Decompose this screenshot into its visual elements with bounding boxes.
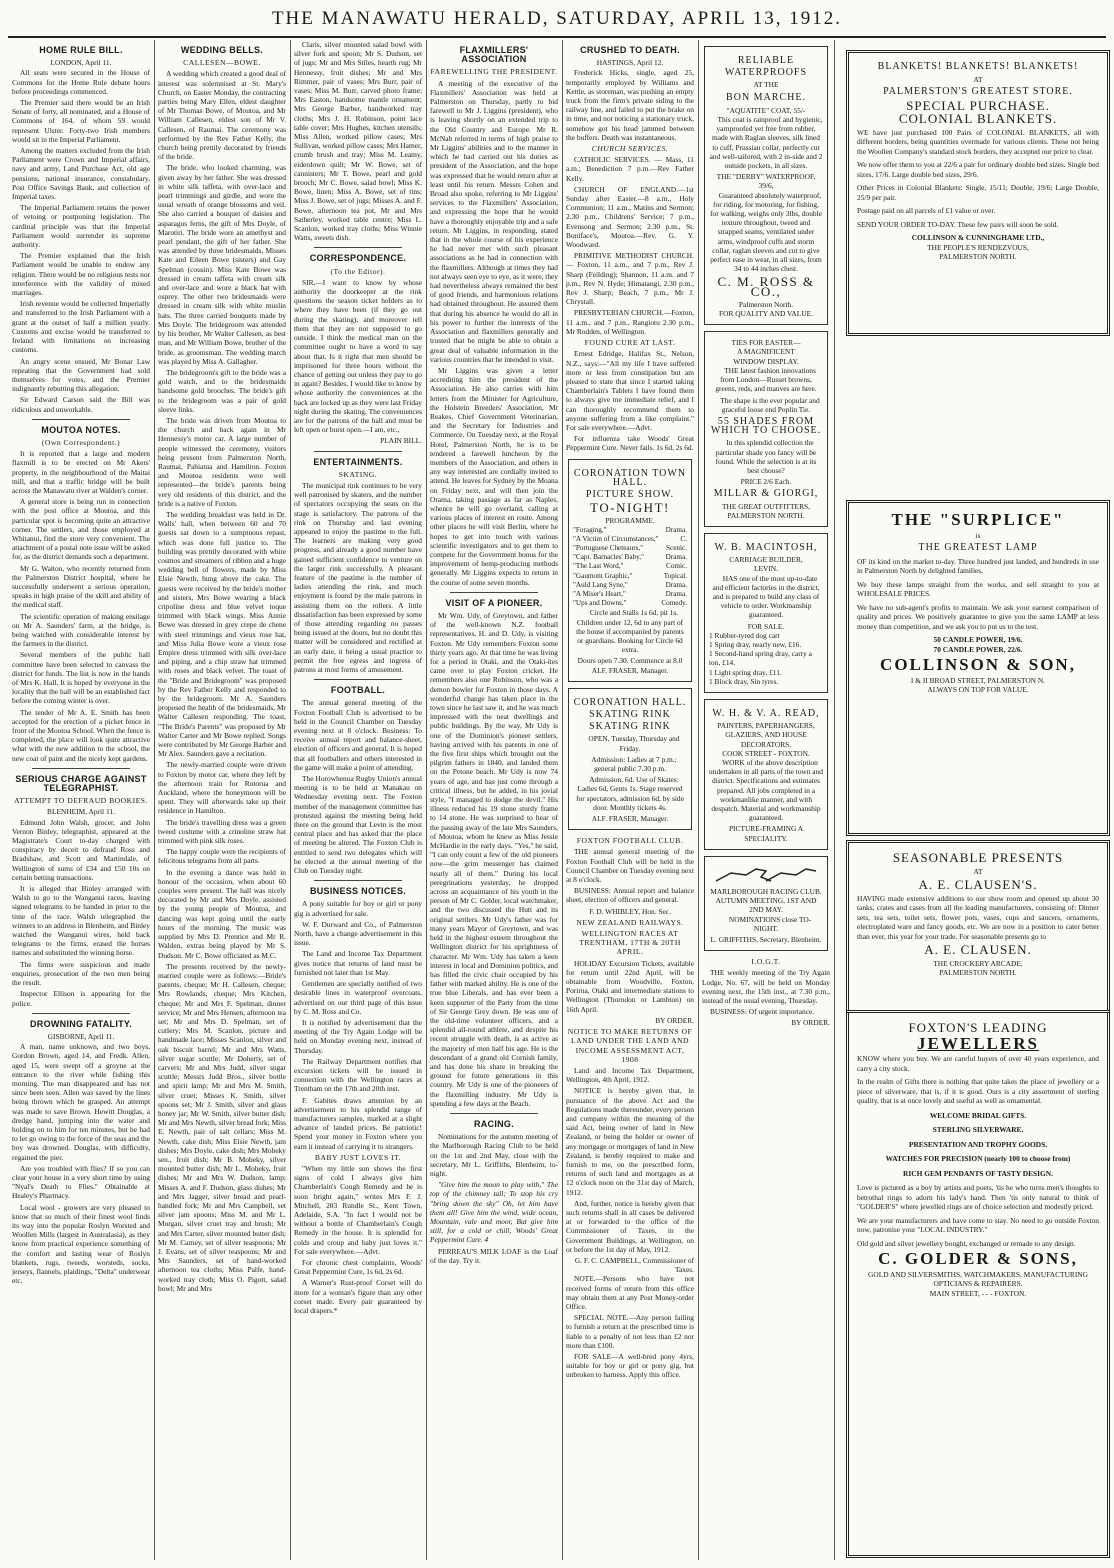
headline-business-notices: BUSINESS NOTICES. — [309, 886, 407, 897]
ad-subtitle: PICTURE-FRAMING A SPECIALITY. — [728, 824, 804, 843]
paragraph: The bride was driven from Moutoa to the church and back again in Mr Hennessy's motor car. A large number of people witnessed the ceremony, visitors being present from Palmerston North, Raumai, Pahiatua and Hamilton. Foxton and Moutoa residents were well represented—the bride's parents being very old residents of this district, and the bride is a native of Foxton. — [158, 415, 286, 508]
ad-headline: SKATING RINK — [589, 709, 671, 720]
ad-headline: THE "SURPLICE" — [891, 510, 1065, 529]
paragraph: The happy couple were the recipients of felicitous telegrams from all parts. — [158, 847, 286, 866]
subheading: FAREWELLING THE PRESIDENT. — [430, 67, 558, 77]
separator — [450, 1113, 538, 1114]
golder-item: STERLING SILVERWARE. — [932, 1125, 1024, 1134]
programme-item — [573, 572, 687, 581]
paragraph: PRESBYTERIAN CHURCH.—Foxton, 11 a.m., and 7 p.m., Rangiotu 2.30 p.m., Mr Rodden, of Wellington. — [566, 308, 694, 336]
paragraph: Mr Liggins was given a letter accrediting him the president of the Association. He also carries with him letters from the Minister for Agriculture, the Holstein Breeders' Association, Mr Reakes, Chief Government Veterinarian, and the Secretary for Industries and Commerce. On Tuesday next, at the Royal Hotel, Palmerston North, he is to be tendered a farewell luncheon by the members of the Association, and others in any way interested are cordially invited to attend. He leaves for Sydney by the Moana on Friday next, and will then join the Orama, taking passage as far as Naples, whence he will go overland, calling at various places of interest en route. Among other places he will visit Berlin, where he hopes to get into touch with various scientific investigators and to get them to compete for the Government bonus for the improvement of hemp-producing methods generally. Mr Liggins expects to return in the course of some seven months. — [430, 365, 558, 587]
paragraph: NOTICE is hereby given that, in pursuance of the above Act and the Regulations made thereunder, every person and company within the meaning of the said Act, being owner of land in New Zealand, or being the holder or owner of any mortgage or mortgages of land in New Zealand, is hereby required to make and furnish to me, on the prescribed form, returns of such land and mortgages as at 12 o'clock noon on the 31st day of March, 1912. — [566, 1086, 694, 1197]
ad-title: W. B. MACINTOSH, — [714, 541, 818, 553]
paragraph: Among the matters excluded from the Irish Parliament were Crown and Imperial affairs, navy and army, Land Purchase Act, old age pensions, national insurance, constabulary, Post Office Savings Bank, and collection of Imperial taxes. — [12, 146, 150, 202]
forsale-item: 1 Block dray, Sin tyres. — [709, 676, 779, 686]
subheading: SKATING. — [338, 469, 378, 479]
headline-serious-charge: SERIOUS CHARGE AGAINST TELEGRAPHIST. — [15, 773, 147, 794]
subheading: FOUND CURE AT LAST. — [584, 338, 676, 348]
ad-read — [704, 699, 828, 850]
ad-title: A MAGNIFICENT — [737, 347, 795, 357]
ad-text: I & II BROAD STREET, PALMERSTON N. — [910, 675, 1046, 685]
ad-golder — [846, 1010, 1110, 1558]
paragraph: SPECIAL NOTE.—Any person failing to furnish a return at the prescribed time is liable to a penalty of not less than £2 nor more than £100. — [566, 1313, 694, 1350]
headline-football: FOOTBALL. — [330, 685, 386, 696]
programme-item — [573, 562, 687, 571]
paragraph: The bridegroom's gift to the bride was a gold watch, and to the bridesmaids handsome gold brooches. The bride's gift to the bridegroom was a pair of gold sleeve links. — [158, 367, 286, 414]
separator — [32, 419, 130, 420]
paragraph: The newly-married couple were driven to Foxton by motor car, where they left by the afternoon train for Rotorua and Auckland, where the honeymoon will be spent. They will afterwards take up their residence in Hamilton. — [158, 760, 286, 816]
paragraph: A meeting of the executive of the Flaxmillers' Association was held at Palmerston on Thursday, partly to bid farewell to Mr J. Liggins (president), who is leaving shortly on an extended trip to the Old Country and Europe. Mr R. McNab referred in terms of high praise to Mr Liggins' abilities and to the manner in which he had carried out his duties as president of the Association, and the hope was expressed that he would return after at least until his return. Messrs Cohen and Broad also spoke, referring to Mr Liggins' services to the Flaxmillers' Association, and expressing the hope that he would have a thoroughly enjoyable trip and a safe return. Mr Liggins, in responding, stated that in the whole course of his experience he had never met with such pleasant associations as he had in connection with the flaxmillers. Although at times they had not always seen eye to eye, as it were, they had nevertheless always remained the best of good friends, and harmonious relations had obtained throughout. He assured them that during his absence he would do all in his power to further the interests of the Association and flaxmillers generally and trusted that he might be able to obtain a great deal of valuable information in the various countries that he intended to visit. — [430, 78, 558, 364]
paragraph: Irish revenue would be collected Imperially and transferred to the Irish Parliament with a grant at the outset of half a million yearly. Customs and excise would be transferred to Ireland with limitations on increasing customs. — [12, 299, 150, 355]
signature: PLAIN BILL. — [380, 436, 422, 446]
column-divider — [154, 40, 155, 1560]
ad-firm: COLLINSON & CUNNINGHAME LTD., — [911, 233, 1045, 242]
ad-title: RELIABLE — [737, 55, 795, 66]
ad-title: CORONATION HALL. — [573, 696, 687, 708]
paragraph: THE latest fashion innovations from London—Russet browns, greens, reds, and mauves are here. — [715, 365, 817, 394]
programme-item — [573, 553, 687, 562]
column-5 — [566, 40, 694, 1560]
ad-subtitle: THE GREATEST LAMP — [918, 542, 1038, 553]
ad-price: 50 CANDLE POWER, 19/6. — [933, 635, 1023, 644]
subheading: (To the Editor). — [330, 266, 386, 276]
paragraph: We are your manufacturers and have come to stay. No need to go outside Foxton now, patronise your "LOCAL INDUSTRY." — [857, 1215, 1099, 1234]
masthead-rule — [8, 36, 1106, 38]
ad-text: PAINTERS, PAPERHANGERS, GLAZIERS, AND HOUSE DECORATORS. — [717, 721, 815, 749]
ad-text: PALMERSTON NORTH. — [939, 968, 1017, 977]
programme-item-name: "Ups and Downs," — [573, 599, 627, 608]
dateline: LONDON, April 11. — [50, 58, 112, 68]
forsale-item: 1 Rubber-tyred dog cart — [709, 630, 780, 640]
headline-home-rule: HOME RULE BILL. — [39, 45, 123, 55]
ad-firm: COLLINSON & SON, — [880, 655, 1076, 674]
column-divider — [426, 40, 427, 1560]
ad-price: PRICE 2/6 Each. — [740, 477, 792, 487]
subheading: WELLINGTON RACES AT TRENTHAM, 17TH & 20TH APRIL. — [579, 929, 681, 957]
signature: BY ORDER. — [655, 1015, 694, 1025]
paragraph: For chronic chest complaints, Woods' Great Peppermint Cure, 1s 6d, 2s 6d. — [294, 1257, 422, 1277]
programme-list — [573, 526, 687, 609]
programme-item-name: "Foraging," — [573, 525, 607, 534]
ad-title: WINDOW DISPLAY. — [733, 356, 799, 366]
paragraph: Sir Edward Carson said the Bill was ridiculous and unworkable. — [12, 395, 150, 414]
paragraph: HAVING made extensive additions to our show room and opened up about 30 tanks, crates and cases from all the leading manufacturers, consisting of: Dinner sets, tea sets, toilet sets, flower pots, vases, cups and saucers, ornaments, electroplated ware and fancy goods, etc. We are now in a position to cater better than ever, this year for your trade. For seasonable presents go to — [857, 893, 1099, 941]
paragraph: Local wool - growers are very pleased to know that so much of their finest wool finds its way into the popular Roslyn Worsted and Woollen Mills (largest in Australasia), as they know from practical experience something of the comfort and lasting wear of Roslyn blankets, rugs, tweeds, worsteds, socks, jerseys, flannels, plaidings, "Delta" underwear etc. — [12, 1202, 150, 1286]
headline-racing: RACING. — [473, 1118, 515, 1129]
programme-item — [573, 544, 687, 553]
paragraph: The tender of Mr A. E. Smith has been accepted for the erection of a picket fence in front of the Moutoa School. When the fence is completed, the place will look quite attractive what with the new addition to the school, the new coat of paint and the nicely kept gardens. — [12, 707, 150, 763]
paragraph: A general store is being run in connection with the post office at Moutoa, and this particular spot is becoming quite an attractive corner. The settlers, and those employed at Whitanui, find the store very convenient. The attachment of a postal note issue will be asked for, as the district demands such a department. — [12, 497, 150, 562]
paragraph: We now offer them to you at 22/6 a pair for ordinary double bed sizes. Single bed sizes, 17/6. Large double bed sizes, 29/6. — [857, 160, 1099, 179]
ad-text: Palmerston North. — [738, 299, 794, 309]
programme-item-kind: C. — [680, 534, 687, 543]
subheading: I.O.G.T. — [751, 957, 781, 967]
paragraph: PERREAU'S MILK LOAF is the Loaf of the day. Try it. — [430, 1246, 558, 1265]
ad-subtitle: FOR SALE. — [747, 621, 785, 631]
ad-text: Doors open 7.30. Commence at 8.0 — [577, 656, 683, 666]
headline-crushed: CRUSHED TO DEATH. — [580, 45, 680, 55]
paragraph: A pony suitable for boy or girl or pony gig is advertised for sale. — [294, 899, 422, 918]
paragraph: Are you troubled with flies? If so you can clear your house in a very short time by using "Nyal's Death to Flies." Obtainable at Healey's Pharmacy. — [12, 1163, 150, 1201]
ad-text: GOLD AND SILVERSMITHS, WATCHMAKERS, MANUFACTURING OPTICIANS & REPAIRERS. — [868, 1269, 1088, 1288]
ad-macintosh — [704, 533, 828, 693]
column-divider — [290, 40, 291, 1560]
paragraph: BUSINESS: Of urgent importance. — [710, 1007, 815, 1017]
programme-item-kind: Comic. — [666, 562, 687, 571]
ad-price: 70 CANDLE POWER, 22/6. — [933, 644, 1023, 654]
ad-text: LEVIN. — [753, 564, 778, 574]
programme-item-name: "Capt. Barnacles' Baby," — [573, 553, 644, 562]
column-1 — [12, 40, 150, 1560]
ad-title: CORONATION TOWN HALL. — [573, 467, 687, 488]
programme-item-name: "Portuguese Cheteaurs," — [573, 543, 644, 552]
programme-item — [573, 581, 687, 590]
paragraph: Other Prices in Colonial Blankets: Single, 15/11; Double, 19/6; Large Double, 25/9 per pair. — [857, 183, 1099, 202]
paragraph: OPEN, Tuesday, Thursday and Friday. — [588, 734, 680, 753]
paragraph: THE annual general meeting of the Foxton Football Club will be held in the Council Chamber on Tuesday evening next at 8 o'clock. — [566, 847, 694, 885]
ad-title: BLANKETS! BLANKETS! BLANKETS! — [877, 61, 1079, 72]
ad-surplice-lamp — [846, 500, 1110, 836]
column-6 — [702, 40, 830, 1560]
paragraph: The Horowhenua Rugby Union's annual meeting is to be held at Manakau on Wednesday evening next. The Foxton member of the management committee has protested against the meeting being held there on the ground that Levin is the most central place and has asked that the place of meeting be altered. The Foxton Club is entitled to send two delegates which will be elected at the annual meeting of the Club on Tuesday night. — [294, 774, 422, 876]
ad-subtitle: "AQUATITE" COAT, 55/- — [726, 105, 806, 115]
programme-item-kind: Drama. — [665, 525, 687, 534]
column-2 — [158, 40, 286, 1560]
paragraph: Circle and Stalls 1s 6d, pit 1s. Children under 12, 6d to any part of the house if accompanied by parents or guardians. Booking for Circle 6d extra. — [576, 608, 684, 655]
ad-coronation-picture-show — [568, 459, 692, 682]
paragraph: CHURCH OF ENGLAND.—1st Sunday after Easter.—8 a.m., Holy Communion; 11 a.m., Matins and Sermon; 2.30 p.m., Childrens' Service; 7 p.m., Evensong and Sermon; 2.30 p.m., St. Boniface's, Moutoa.—Rev. G. Y. Woodward. — [566, 184, 694, 250]
paragraph: All seats were secured in the House of Commons for the Home Rule debate hours before proceedings commenced. — [12, 68, 150, 96]
paragraph: PRIMITIVE METHODIST CHURCH. — Foxton, 11 a.m., and 7 p.m., Rev J. Sharp (Feilding); Shannon, 11 a.m. and 7 p.m., Rev N. Hyde; Himatangi, 2.30 p.m., Rev J. Sharp; Beach, 7 p.m., Mr J. Chrystall. — [566, 251, 694, 307]
paragraph: WE have just purchased 100 Pairs of COLONIAL BLANKETS, all with different borders, being quantities overmade for various clients. These not being the Woollen Company's standard stock borders, they accepted our price to clear. — [857, 127, 1099, 156]
ad-subtitle: AUTUMN MEETING, 1ST AND 2ND MAY. — [715, 896, 817, 915]
verse: "Give him the moon to play with," The top of the chimney tall; To stop his cry "bring down the sky" Oh, let him have them all! Give him the wind, wide ocean, Mountain, vale and moor, But give him still, for a cold or chill, Woods' Great Peppermint Cure. 4 — [430, 1180, 558, 1245]
forsale-item: 1 Light spring dray, £11. — [709, 667, 782, 677]
programme-item-name: "The Last Word," — [573, 562, 624, 571]
paragraph: W. F. Durward and Co., of Palmerston North, have a change advertisement in this issue. — [294, 919, 422, 948]
paragraph: The bride, who looked charming, was given away by her father. She was dressed in white silk taffeta, with over-lace and pearl trimmings and girdle, and wore the usual wreath of orange blossoms and veil. She also carried a bouquet of daisies and asparagus ferns, the gift of Mrs Doyle, of Marotiri. The bride wore an amethyst and pearl pendant, the gift of her father. She was attended by three bridesmaids, Misses Kate and Eileen Bowe (sisters) and Gay Spelman (cousin). Miss Kate Bowe was dressed in cream taffeta with cream silk and over-lace and wore a black hat with osprey. The other two bridesmaids were dressed in cream silk with white muslin hats. The three carried bouquets made by Mrs Doyle. The bridegroom was attended by his brother, Mr Walter Callesen, as best man, and Mr William Bowe, brother of the bride, as groomsman. The wedding march was played by Miss A. Gallagher. — [158, 163, 286, 366]
column-4 — [430, 40, 558, 1560]
dateline: BLENHEIM, April 11. — [47, 807, 115, 817]
signature: BY ORDER. — [791, 1018, 830, 1028]
paragraph: WORK of the above description undertaken in all parts of the town and district. Specifications and estimates prepared. All jobs completed in a workmanlike manner, and with despatch. Material and workmanship guaranteed. — [709, 758, 823, 823]
paragraph: "When my little son shows the first signs of cold I always give him Chamberlain's Cough Remedy and he is soon bright again," writes Mrs F. J. Mitchell, 203 Rundle St., Kent Town, Adelaide, S.A. "In fact I would not be without a bottle of Chamberlain's Cough Remedy in the house. It is splendid for colds and croup and baby just loves it." For sale everywhere.—Advt. — [294, 1163, 422, 1256]
subheading: CHURCH SERVICES. — [591, 144, 669, 154]
ad-text: AT THE — [753, 80, 779, 90]
paragraph: SEND YOUR ORDER TO-DAY. These few pairs will soon be sold. — [857, 219, 1059, 229]
separator — [314, 880, 402, 881]
ad-title: WATERPROOFS — [724, 67, 808, 79]
paragraph: Love is pictured as a boy by artists and poets, 'tis he who turns men's thoughts to betrothal rings to adorn his lady's hand. Then 'tis only natural to think of "GOLDER'S" where jewelled rings are of choice selection and modestly priced. — [857, 1183, 1099, 1211]
paragraph: F. Gabites draws attention by an advertisement to his splendid range of manufacturers samples, marked at a slight advance of landed prices. Be patriotic! Spend your money in Foxton where you earn it instead of carrying it to strangers. — [294, 1095, 422, 1151]
paragraph: HOLIDAY Excursion Tickets, available for return until 22nd April, will be obtainable from Woodville, Foxton, Porirua, Otaki and intermediate stations to Wellington (Thorndon or Lambton) on 16th April. — [566, 958, 694, 1014]
paragraph: HAS one of the most up-to-date and efficient factories in the district, and is prepared to build any class of vehicle to order. Workmanship guaranteed. — [712, 573, 820, 620]
separator — [32, 768, 130, 769]
ad-text: AT — [973, 74, 983, 84]
paragraph: In this splendid collection the particular shade you fancy will be found. While the selection is at its best choose? — [715, 438, 817, 475]
subheading: (Own Correspondent.) — [41, 437, 121, 447]
ad-millar-giorgi — [704, 331, 828, 527]
ad-text: THE PEOPLE'S RENDEZVOUS, — [927, 242, 1029, 252]
paragraph: The annual general meeting of the Foxton Football Club is advertised to be held in the Council Chamber on Tuesday evening next at 8 o'clock. Business: To receive annual report and balance-sheet, election of officers and general. It is hoped that all footballers and others interested in the game will make a point of attending. — [294, 698, 422, 772]
programme-item-kind: Drama. — [665, 553, 687, 562]
paragraph: It is reported that a large and modern flaxmill is to be erected on Mr Akers' property, in the neighbourhood of the Maitai mill, and that a traffic bridge will be built across the Manawatu river at Walden's corner. — [12, 449, 150, 495]
paragraph: Land and Income Tax Department, Wellington, 4th April, 1912. — [566, 1065, 694, 1085]
paragraph: The firms were suspicious and made enquiries, prosecution of the two men being the result. — [12, 959, 150, 988]
paragraph: It is alleged that Binley arranged with Walsh to go to the Wanganui races, leaving signed telegrams to be handed in prior to the time of the race. Walsh telegraphed the winners to an address in Blenheim, and Binley watched the Wanganui wires, held back telegrams to the firms, erased the horses names and substituted the winning horse. — [12, 884, 150, 958]
paragraph: The Premier explained that the Irish Parliament would be unable to endow any religion. There would be no religious tests nor interference with the validity of mixed marriages. — [12, 251, 150, 298]
ad-blankets — [846, 50, 1110, 336]
paragraph: A man, name unknown, and two boys, Gordon Brown, aged 14, and Fredk. Allen, aged 15, were swept off a groyne at the entrance to the river while fishing this morning. The man disappeared and has not since been seen. Allen was saved by the lines being thrown which he grasped. An attempt was made to save Brown. Hewitt Douglas, a dredge hand, jumping into the water and holding on to him for ten minutes, but he had to let go owing to the force of the seas and the boy was drowned. Douglas, with difficulty, regained the pier. — [12, 1042, 150, 1162]
programme-item-name: "A Victim of Circumstances," — [573, 534, 659, 543]
paragraph: We have no sub-agent's profits to maintain. We ask your earnest comparison of quality and prices. We positively guarantee to give you the same LAMP at less money than competition, and we ask you to put us to the test. — [857, 602, 1099, 631]
paragraph: OF its kind on the market to-day. Three hundred just landed, and hundreds in use in Palmerston North by delighted families. — [857, 556, 1099, 575]
paragraph: Mr G. Walton, who recently returned from the Palmerston District hospital, where he successfully underwent a serious operation, speaks in high praise of the skill and ability of the medical staff. — [12, 563, 150, 610]
programme-item-kind: Scenic. — [666, 543, 687, 552]
headline-entertainments: ENTERTAINMENTS. — [313, 456, 403, 467]
paragraph: Admission: Ladies at 7 p.m.; general public 7.30 p.m. — [591, 754, 677, 774]
paragraph: Old gold and silver jewellery bought, exchanged or remade to any design. — [857, 1238, 1076, 1248]
paragraph: Inspector Ellison is appearing for the police. — [12, 989, 150, 1008]
programme-item-name: "Auld Lang Syne," — [573, 580, 628, 589]
golder-item: WELCOME BRIDAL GIFTS. — [929, 1110, 1027, 1120]
ad-text: FOR QUALITY AND VALUE. — [719, 309, 813, 319]
paragraph: The bride's travelling dress was a green tweed costume with a crinoline straw hat trimmed with pink silk roses. — [158, 817, 286, 846]
paragraph: Guaranteed absolutely waterproof, for riding, for motoring, for fishing, for walking, weighs only 3lbs, double texture throughout, tweed and strapped seams, ventilated under arms, windproof cuffs and storm collar, raglan sleeves and cut to give perfect ease in wear, in all sizes, from 34 to 44 inches chest. — [710, 190, 822, 274]
paragraph: BUSINESS: Annual report and balance sheet, election of officers and general. — [566, 886, 694, 905]
paragraph: FOR SALE—A well-bred pony 4yrs, suitable for boy or girl or pony gig, but unbroken to harness. Apply this office. — [566, 1352, 694, 1380]
forsale-item: 1 Spring dray, nearly new, £16. — [709, 639, 802, 649]
paragraph: The scientific operation of making ensilage on Mr A. Saunders' farm, at the bridge, is being watched with considerable interest by the farmers in the district. — [12, 611, 150, 649]
paragraph: NOMINATIONS close TO-NIGHT. — [728, 914, 812, 933]
ad-bon-marche — [704, 46, 828, 325]
headline-moutoa: MOUTOA NOTES. — [41, 424, 121, 435]
ad-text: THE GREAT OUTFITTERS, — [722, 501, 810, 511]
ad-title: BON MARCHE. — [726, 91, 806, 103]
paragraph: For influenza take Woods' Great Peppermint Cure. Never fails. 1s 6d, 2s 6d. — [566, 434, 694, 453]
column-divider — [562, 40, 563, 1560]
ad-headline: TO-NIGHT! — [590, 500, 670, 516]
ad-text: COOK STREET - FOXTON. — [722, 748, 810, 758]
paragraph: In the realm of Gifts there is nothing that quite takes the place of jewellery or a piece of silverware, that is, if it is good. Ours is a city assortment of sterling quality, that is at once lovely and useful as well as ornamental. — [857, 1077, 1099, 1105]
paragraph: In the evening a dance was held in honour of the occasion, when about 60 couples were present. The hall was nicely decorated by Mr and Mrs Doyle, assisted by the young people of Moutoa, and dancing was kept going until the early hours of the morning. The music was supplied by Mrs D. Prentice and Mr R. Walden, extras being played by Mr S. Dudson. Mr C. Bowe officiated as M.C. — [158, 867, 286, 960]
ad-headline: SEASONABLE PRESENTS — [892, 850, 1064, 865]
headline-visit-pioneer: VISIT OF A PIONEER. — [445, 597, 543, 608]
paragraph: It is notified by advertisement that the meeting of the Try Again Lodge will be held on Monday evening next, instead of Thursday. — [294, 1017, 422, 1055]
paragraph: A wedding which created a good deal of interest was solemnised at St. Mary's Church, on Easter Monday, the contracting parties being Mary Ellen, eldest daughter of Mr Thomas Bowe, of Moutoa, and Mr William Callesen, eldest son of Mr V. Callesen, of Raumai. The ceremony was performed by the Rev Father Kelly, the church being prettily decorated by friends of the bride. — [158, 69, 286, 162]
programme-item — [573, 535, 687, 544]
dateline: HASTINGS, April 12. — [596, 58, 664, 68]
ad-text: MAIN STREET, - - - FOXTON. — [929, 1288, 1027, 1298]
ad-text: CARRIAGE BUILDER, — [729, 555, 803, 565]
paragraph: THE weekly meeting of the Try Again Lodge, No. 67, will be held on Monday evening next, the 15th inst., at 7.30 p.m., instead of the usual evening, Thursday. — [702, 968, 830, 1006]
golder-item: WATCHES FOR PRECISION (nearly 100 to choose from) — [885, 1154, 1071, 1163]
ad-text: PALMERSTON NORTH. — [939, 252, 1017, 261]
paragraph: Ernest Edridge, Halifax St., Nelson, N.Z., says:—"All my life I have suffered more or less from constipation but am pleased to state that since I started taking Chamberlain's Tablets I have found them to always give me immediate relief, and I can thoroughly recommend them to anyone suffering from a like complaint." For sale everywhere.—Advt. — [566, 349, 694, 432]
ad-text: PALMERSTON NORTH. — [727, 510, 805, 520]
ad-title: W. H. & V. A. READ, — [712, 707, 820, 719]
paragraph: The Premier said there would be an Irish Senate of forty, all nominated, and a House of Commons of 164, of whom 59 would represent Ulster. Forty-two Irish members would sit in the Imperial Parliament. — [12, 98, 150, 144]
subheading: BABY JUST LOVES IT. — [314, 1152, 402, 1162]
ad-text: THE CROCKERY ARCADE, — [933, 958, 1023, 968]
column-3 — [294, 40, 422, 1560]
paragraph: KNOW where you buy. We are careful buyers of over 40 years experience, and carry a city stock. — [857, 1054, 1099, 1073]
signature: ALF. FRASER, Manager. — [591, 665, 669, 675]
ad-clausen — [846, 840, 1110, 1013]
ad-subtitle: PICTURE SHOW. — [585, 488, 675, 500]
paragraph: This coat is rainproof and hygienic, yarnproofed yet free from rubber, made with Raglan sleeves, silk lined to cuff, Prussian collar, perfectly cut and well-tailored, with 2 in-side and 2 outside pockets, in all sizes. — [709, 115, 823, 171]
paragraph: An angry scene ensued, Mr Bonar Law repeating that the Government had sold themselves for votes, and the Premier indignantly rebutting this allegation. — [12, 356, 150, 394]
headline-wedding: WEDDING BELLS. — [180, 45, 264, 55]
headline-correspondence: CORRESPONDENCE. — [309, 253, 407, 264]
subheading: FOXTON FOOTBALL CLUB. — [576, 836, 684, 846]
ad-text: AT — [973, 866, 983, 876]
ad-title: TIES FOR EASTER— — [731, 338, 801, 348]
programme-item — [573, 590, 687, 599]
paragraph: The shape is the ever popular and graceful loose end Poplin Tie. — [720, 395, 820, 414]
dateline: GISBORNE, April 11. — [47, 1031, 115, 1041]
golder-list — [857, 1111, 1099, 1179]
masthead: THE MANAWATU HERALD, SATURDAY, APRIL 13, 1912. — [271, 8, 843, 29]
programme-title: PROGRAMME. — [605, 516, 655, 526]
ad-coronation-skating — [568, 688, 692, 830]
ad-subtitle: THE "DERBY" WATERPROOF, 39/6, — [716, 172, 816, 191]
paragraph: Gentlemen are specially notified of two desirable lines in waterproof overcoats, advertised on our third page of this issue by C. M. Ross and Co. — [294, 979, 422, 1016]
subheading: CALLESEN—BOWE. — [183, 58, 261, 68]
programme-item-kind: Topical. — [663, 571, 687, 580]
paragraph: CATHOLIC SERVICES. — Mass, 11 a.m.; Benediction 7 p.m.—Rev Father Kelly. — [566, 155, 694, 183]
programme-item-kind: Drama. — [665, 589, 687, 598]
ad-headline: 55 SHADES FROM WHICH TO CHOOSE. — [710, 415, 822, 437]
golder-item: PRESENTATION AND TROPHY GOODS. — [908, 1139, 1048, 1149]
paragraph: The Land and Income Tax Department gives notice that returns of land must be furnished not later than 1st May. — [294, 949, 422, 977]
signature: F. D. WHIBLEY, Hon. Sec. — [589, 906, 671, 916]
separator — [314, 451, 402, 452]
ad-text: is — [975, 530, 981, 540]
signature: ALF. FRASER, Manager. — [591, 814, 669, 824]
paragraph: Edmund John Walsh, grocer, and John Vernon Binley, telegraphist, appeared at the Magistrate's Court to-day charged with conspiracy by deceit to defraud Ross and Bradshaw, and Scott and Martindale, of Wellington of sums of £34 and £50 10s on certain betting transactions. — [12, 817, 150, 882]
paragraph: The Railway Department notifies that excursion tickets will be issued in connection with the Wellington races at Trentham on the 17th and 20th inst. — [294, 1056, 422, 1094]
separator — [32, 1013, 130, 1014]
ad-firm: A. E. CLAUSEN. — [924, 942, 1032, 957]
headline-drowning: DROWNING FATALITY. — [29, 1018, 133, 1029]
programme-item-kind: Drama. — [665, 580, 687, 589]
ad-headline: FOXTON'S LEADING — [908, 1020, 1048, 1035]
ad-title: MARLBOROUGH RACING CLUB. — [710, 887, 822, 897]
paragraph: The presents received by the newly-married couple were as follows:—Bride's parents, cheque; Mr H. Callesen, cheque; Mrs Rowlands, cheque; Mrs Kitchen, cheque; Mr and Mrs F. Spelman, dinner service; Mr and Mrs Hensen, afternoon tea set; Mr and Mrs D. Spelman, set of cutlery; Mrs M. Scanlon, picture and handmade lace; Misses Scanlon, silver and oak biscuit barrel; Mr and Mrs Watts, silver sugar scuttle; Mr Doherty, set of carvers; Mr and Mrs Judd, silver sugar scuttle; Messrs Judd Bros., silver bottle and spirit lamp; Mr and Mrs M. Smith, silver cruet; Misses K. Smith, silver spoons set; Mr J. Smith, silver and glass honey jar; Mr W. Smith, silver butter dish; Mr and Mrs Newth, silver bread fork; Miss E. Newth, pair of salt cellars; Miss M. Newth, cake dish; Miss Elsie Newth, jam dishes; Mrs Doyle, cake dish; Mrs Mobeky sen., fruit dish; Mr B. Mobeky, silver mounted butter dish; Mr L. Mobeky, fruit dishes; Mr and Mrs W. Dudson, lamp; Misses A. and F. Dudson, glass dishes; Mr and Mrs Jagger, silver bread and pearl-handled fork; Mr and Mrs Campbell, set silver jam spoons; Miss M. and Mr L. Morgan, silver cruet tray and brush; Mr and Mrs Carter, silver mounted butter dish; Mr M. Carney, set of silver teaspoons; Mr J. Evans, set of silver teaspoons; Mr and Mrs Saunders, set of hand-worked afternoon tea cloths; Miss Palfe, hand-worked tray cloth; Miss O. Pigott, salad bowl; Mr and Mrs — [158, 961, 286, 1293]
column-divider — [834, 40, 835, 1560]
subheading: ATTEMPT TO DEFRAUD BOOKIES. — [14, 796, 148, 806]
forsale-item: 1 Second-hand spring dray, carry a ton, £14. — [709, 649, 812, 668]
subheading: NOTICE TO MAKE RETURNS OF LAND UNDER THE LAND AND INCOME ASSESSMENT ACT, 1908 — [567, 1027, 693, 1064]
paragraph: Claris, silver mounted salad bowl with silver fork and spoon; Mr S. Dudson, set of jugs; Mr and Mrs Stiles, hearth rug; Mr Hennessy, fruit dishes; Mr and Mrs Rimmer, pair of vases; Mrs Burr, pair of vases; Miss M. Burr, carved photo frame; Mrs Easton, handsome mantle ornament; Mrs George Barber, handworked tray cloths; Mrs J. H. Robinson, point lace table cover; Mrs Hughes, kitchen utensils; Miss Allen, worked pillow cases; Mrs Sullivan, worked pillow cases; Mrs Hamer, crumb brush and tray; Miss M. Leamy, eiderdown quilt; Mr W. Bowe, set of cannisters; Mr T. Bowe, pearl and gold brooch; Mr C. Bowe, salad bowl; Miss K. Bowe, linen; Miss A. Bowe, set of tins; Miss J. Bowe, set of jugs; Misses A. and F. Bowe, afternoon tea pot, Mr and Mrs Satherley, worked table centre; Miss L. Scanlon, worked tray cloths; Miss Winnie Watts, sweets dish. — [294, 40, 422, 243]
paragraph: Mr Wm. Udy, of Greytown, and father of the well-known N.Z. football representatives, H. and D. Udy, is visiting Foxton. Mr Udy remembers Foxton some thirty years ago. At that time he was living for a period in Otaki, and the Otaki-ites came over to play Foxton cricket. He remembers also one Robinson, who was a demon bowler for Foxton in those days. A wonderful change has taken place in the town since he last saw it, and he was much impressed with the neat dwellings and public buildings. By the way, Mr Udy is one of the Dominion's pioneer settlers, having arrived with his parents in one of the five first ships which brought out the pilgrim fathers in 1840, and landed them on the Petone beach. Mr Udy is now 74 years of age, and has just come through a critical illness, but he added, in his jovial style, "I managed to dodge the devil." His illness reduced his 19 stone sturdy frame to 14 stone. He was surprised to hear of the passing away of the late Mrs Saunders, of Moutoa, whom he knew as Miss Jessie McHardie in the early days. "Yes," he said, "I can only count a few of the old pioneers now—the grim messenger has claimed nearly all of them." During his local peregrinations yesterday, he dropped across an acquaintance of his youth in the person of Mr C. Golder, local watchmaker, and the two discussed the Hutt and its original settlers. Mr Udy's father was for many years Mayor of Greytown, and was held in the highest esteem throughout the Wellington district for his uprightness of character. Mr Wm. Udy has taken a keen interest in local and Dominion politics, and has filled the civic chair occupied by his father with marked ability. He is one of the true blue Liberals, and has ever been a keen supporter of the Party from the time of Sir George Grey down. He was one of the old-time volunteer officers, and a splendid all-round athlete, and despite his recent struggle with death, is as active as the majority of men half his age. He is the descendant of a grand old Cornish family, and has done his share in breaking the ground for future generations in this country. Mr Udy is one of the pioneers of the flaxmilling industry. Mr Udy is spending a few days at the Beach. — [430, 610, 558, 1108]
paragraph: SIR,—I want to know by whose authority the doorkeeper at the rink questions the season ticket holders as to where they have been (if they go out during the skating), and moreover tell them that they are not supposed to go outside. I think the medical man on the committee ought to have a word to say about that. Is it right that men should be imprisoned for three hours without the chance of getting out unless they pay to go in again? Besides, I would like to know by whose authority the conveniences at the back are locked up as they were last Friday night during the skating. The conveniences are for the patrons of the hall and must be left open or burst open.—I am, etc., — [294, 277, 422, 435]
paragraph: A Warner's Rust-proof Corset will do more for a woman's figure than any other corset made. Every pair guaranteed by local drapers.* — [294, 1278, 422, 1315]
paragraph: And, further, notice is hereby given that such returns shall in all cases be delivered at or forwarded to the office of the Commissioner of Taxes, in the Government Buildings, at Wellington, on or before the 1st day of May, 1912. — [566, 1198, 694, 1254]
golder-item: RICH GEM PENDANTS OF TASTY DESIGN. — [903, 1168, 1053, 1178]
paragraph: The municipal rink continues to be very well patronised by skaters, and the number of spectators occupying the seats on the stage is satisfactory. The patrons of the rink on Thursday and last evening appeared to enjoy the pastime to the full. The learners are making very good progress, and already a good number have gained sufficient confidence to venture on the larger rink successfully. A pleasant feature of the pastime is the number of ladies attending the rink, and much enjoyment is found by the male patrons in assisting them on the rollers. A little dissatisfaction has been expressed by some of those attending regarding no passes being issued at the doors, but no doubt this matter will be considered and rectified at an early date, it being a usual practice to permit the free egress and ingress of patrons at most forms of amusement. — [294, 480, 422, 674]
programme-item-kind: Comedy. — [661, 599, 687, 608]
ad-marlborough — [704, 856, 828, 951]
ad-subtitle: A. E. CLAUSEN'S. — [918, 877, 1038, 892]
column-divider — [698, 40, 699, 1560]
paragraph: NOTE.—Persons who have not received forms of return from this office may obtain them at any Post Money-order Office. — [566, 1274, 694, 1311]
paragraph: Frederick Hicks, single, aged 25, temporarily employed by Williams and Kettle, as storeman, was pushing an empty truck from the firm's private siding to the railway line, and failed to put the brake on in time, and not noticing a stationary truck, somehow got his head jammed between the buffers. Death was instantaneous. — [566, 68, 694, 142]
ad-firm: C. M. ROSS & CO., — [717, 274, 815, 299]
racehorse-icon — [711, 863, 821, 885]
paragraph: Nominations for the autumn meeting of the Marlborough Racing Club to be held on the 1st and 2nd May, close with the secretary, Mr L. Griffiths, Blenheim, to-night. — [430, 1132, 558, 1178]
separator — [314, 247, 402, 248]
ad-text: ALWAYS ON TOP FOR VALUE. — [927, 685, 1029, 694]
signature: G. F. C. CAMPBELL, Commissioner of Taxes. — [574, 1255, 694, 1275]
programme-item-name: "Gaumont Graphic," — [573, 571, 633, 580]
paragraph: Postage paid on all parcels of £1 value or over. — [857, 206, 996, 215]
programme-item-name: "A Miser's Heart," — [573, 589, 626, 598]
paragraph: The wedding breakfast was held in Dr. Walls' hall, when between 60 and 70 guests sat down to a sumptuous repast, which was done full justice to. The building was prettily decorated with white cosmos and streamers of ribbon and a huge wedding bell of flowers, made by Miss Elsie Newth, hung above the cake. The guests were received by the bride's mother and sisters, Mrs Bowe wearing a black cripoline dress and blue velvet toque trimmed with black wings. Miss Annie Bowe was dressed in grey crepe de chene with steel trimmings and vieux rose hat, and Miss Julia Bowe wore a vieux rose Empire dress trimmed with silk over-lace and piping, and a chip straw hat trimmed with roses and black velvet. The toast of the "Bride and Bridegroom" was proposed by the Rev Father Kelly and responded to by the bridegroom. Mr A. Saunders proposed the health of the bridesmaids, Mr Walter Callesen responding. The toast, "The Bride's Parents" was proposed by Mr Walter Carter and Mr Bowe replied. Songs were contributed by Mr George Barber and Mr Alex. Saunders gave a recitation. — [158, 509, 286, 759]
signature: L. GRIFFITHS, Secretary, Blenheim. — [710, 935, 822, 945]
paragraph: We buy these lamps straight from the works, and sell straight to you at WHOLESALE PRICES. — [857, 579, 1099, 598]
headline-flaxmillers: FLAXMILLERS' ASSOCIATION — [459, 45, 529, 65]
ad-headline: SPECIAL PURCHASE. — [906, 97, 1050, 113]
paragraph: Admission, 6d. Use of Skates: Ladies 6d, Gents 1s. Stage reserved for spectators, admission 6d, by side door. Monthly tickets 4s. — [576, 775, 684, 812]
ad-headline: SKATING RINK — [589, 721, 671, 733]
programme-item — [573, 599, 687, 608]
paragraph: The Imperial Parliament retains the power of vetoing or postponing legislation. The cardinal principle was that the Imperial Parliament would surrender its supreme authority. — [12, 203, 150, 250]
ad-headline: COLONIAL BLANKETS. — [898, 111, 1058, 126]
programme-item — [573, 526, 687, 535]
subheading: NEW ZEALAND RAILWAYS. — [576, 917, 684, 927]
ad-subtitle: PALMERSTON'S GREATEST STORE. — [883, 86, 1073, 97]
separator — [314, 679, 402, 680]
ad-firm: C. GOLDER & SONS, — [878, 1249, 1078, 1268]
ad-firm: MILLAR & GIORGI, — [713, 488, 819, 500]
separator — [450, 592, 538, 593]
ad-headline: JEWELLERS — [917, 1033, 1039, 1053]
forsale-list — [709, 631, 823, 686]
paragraph: Several members of the public hall committee have been selected to canvass the district for funds. The list is now in the hands of Mrs K. Hall. It is hoped by everyone in the locality that the hall will be an established fact before the coming winter is over. — [12, 650, 150, 706]
